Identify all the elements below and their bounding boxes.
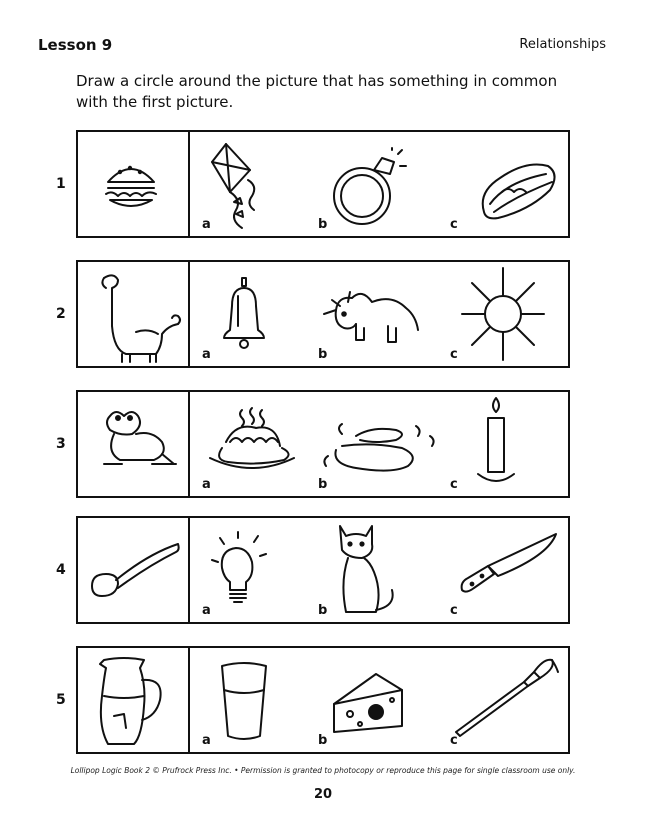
hotdog-icon <box>476 152 560 226</box>
option-label: c <box>450 603 458 618</box>
option-label: c <box>450 477 458 492</box>
paintbrush-icon <box>452 654 562 738</box>
question-row-3 <box>56 390 570 498</box>
ring-icon <box>328 148 404 230</box>
hamburger-icon <box>100 154 162 216</box>
light-bulb-icon <box>208 532 278 612</box>
bell-icon <box>218 276 274 350</box>
question-number: 1 <box>56 176 66 192</box>
instructions: Draw a circle around the picture that has something in common with the first picture. <box>76 72 558 111</box>
option-label: c <box>450 217 458 232</box>
option-label: a <box>202 733 211 748</box>
divider <box>188 392 190 496</box>
question-row-2 <box>56 260 570 368</box>
question-number: 2 <box>56 306 66 322</box>
divider <box>188 262 190 366</box>
knife-icon <box>458 532 564 594</box>
frog-icon <box>92 406 182 476</box>
divider <box>188 518 190 622</box>
lesson-topic: Relationships <box>519 37 606 52</box>
option-label: b <box>318 733 328 748</box>
option-label: a <box>202 603 211 618</box>
cheese-icon <box>330 668 408 738</box>
question-number: 3 <box>56 436 66 452</box>
copyright-notice: Lollipop Logic Book 2 © Prufrock Press Inc. • Permission is granted to photocopy or reproduce this page for single classroom use only. <box>70 766 576 775</box>
option-label: a <box>202 217 211 232</box>
divider <box>188 648 190 752</box>
option-label: a <box>202 477 211 492</box>
cat-icon <box>332 522 402 620</box>
candle-icon <box>474 396 518 492</box>
page-number: 20 <box>313 787 333 802</box>
question-number: 5 <box>56 692 66 708</box>
option-label: b <box>318 477 328 492</box>
question-row-5 <box>56 646 570 754</box>
sun-icon <box>460 266 546 362</box>
divider <box>188 132 190 236</box>
spaghetti-icon <box>206 406 296 476</box>
spoon-icon <box>88 540 184 600</box>
option-label: c <box>450 347 458 362</box>
lily-pad-icon <box>312 416 442 480</box>
kite-icon <box>208 140 268 232</box>
triceratops-icon <box>322 280 422 352</box>
pitcher-icon <box>94 656 174 748</box>
option-label: b <box>318 603 328 618</box>
question-row-4 <box>56 516 570 624</box>
dinosaur-icon <box>92 270 184 362</box>
glass-icon <box>216 660 272 742</box>
lesson-title: Lesson 9 <box>38 36 113 54</box>
question-row-1 <box>56 130 570 238</box>
option-label: b <box>318 217 328 232</box>
option-label: a <box>202 347 211 362</box>
option-label: c <box>450 733 458 748</box>
option-label: b <box>318 347 328 362</box>
question-number: 4 <box>56 562 66 578</box>
